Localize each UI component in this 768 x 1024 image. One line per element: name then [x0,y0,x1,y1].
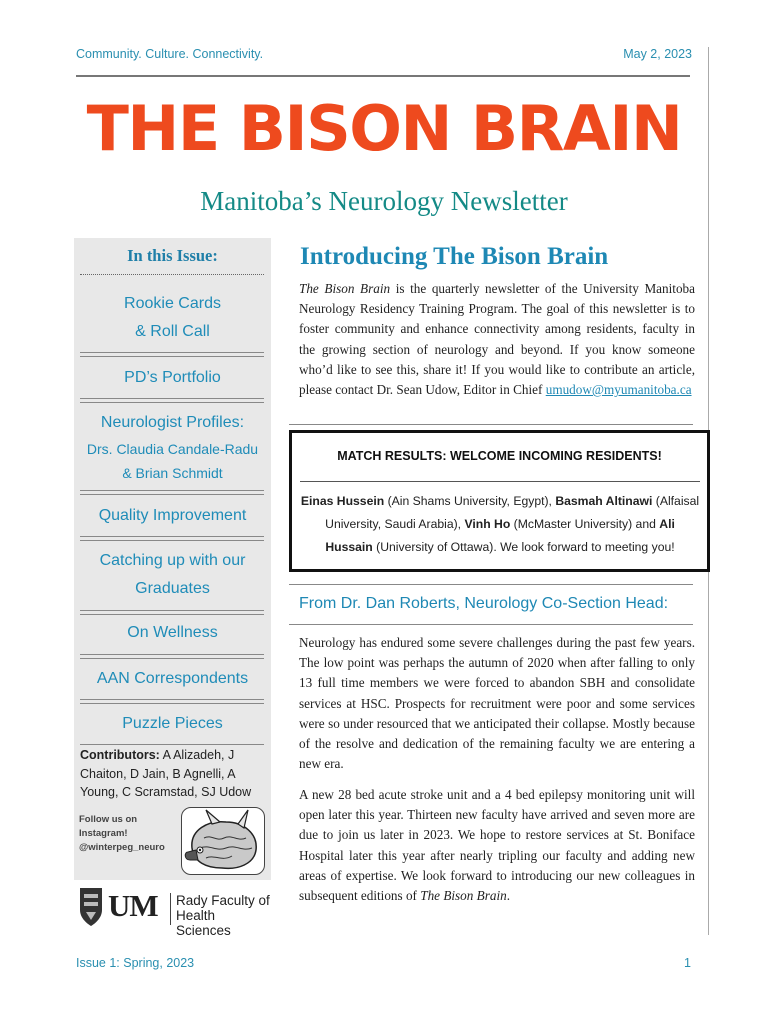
sidebar-divider [80,699,264,704]
toc-item-quality-improvement[interactable]: Quality Improvement [98,507,247,524]
section-divider [289,624,693,625]
tagline: Community. Culture. Connectivity. [76,47,264,61]
toc-item-aan-correspondents[interactable]: AAN Correspondents [96,670,249,687]
section-divider [289,424,693,425]
toc-item-catching-up[interactable]: Catching up with our Graduates [99,552,246,597]
match-divider [300,481,700,482]
instagram-callout: Follow us on Instagram! @winterpeg_neuro [79,813,181,855]
contributors: Contributors: A Alizadeh, J Chaiton, D Jain, B Agnelli, A Young, C Scramstad, SJ Udow [80,748,252,799]
faculty-name: Rady Faculty of Health Sciences [176,893,270,938]
toc-item-pds-portfolio[interactable]: PD’s Portfolio [124,369,221,386]
sidebar-divider [80,352,264,357]
um-crest-icon [76,886,106,928]
top-divider [76,75,690,77]
masthead-title: THE BISON BRAIN [86,92,682,165]
toc-item-neurologist-profiles[interactable]: Neurologist Profiles: Drs. Claudia Candale-Radu & Brian Schmidt [86,414,259,481]
logo-separator [170,893,171,925]
co-section-head-paragraph-2: A new 28 bed acute stroke unit and a 4 bed epilepsy monitoring unit will open later this year. Thirteen new faculty have arrived and seven more are due to join us later in 2023. We hope to restore services at St. Boniface Hospital later this year after nearly tripling our faculty and adding new areas of expertise. We look forward to introducing our new colleagues in subsequent editions of The Bison Brain. [299,787,695,904]
masthead-subtitle: Manitoba’s Neurology Newsletter [200,186,568,216]
editor-email-link[interactable]: umudow@myumanitoba.ca [545,382,692,398]
top-bar [76,47,692,65]
intro-paragraph: The Bison Brain is the quarterly newsletter of the University Manitoba Neurology Residency Training Program. The goal of this newsletter is to foster community and enhance connectivity among residents, faculty in the growing section of neurology and beyond. If you know someone who’d like to see this, share it! If you would like to contribute an article, please contact Dr. Sean Udow, Editor in Chief umudow@myumanitoba.ca [299,281,696,398]
sidebar-heading: In this Issue: [127,246,218,265]
issue-date: May 2, 2023 [623,47,692,61]
um-logo-text: UM [108,888,158,923]
match-results-box [289,430,710,572]
sidebar-divider [80,490,264,495]
co-section-head-paragraph-1: Neurology has endured some severe challenges during the past few years. The low point was perhaps the autumn of 2020 when after falling to only 13 full time members we were forced to abandon SBH and consolidate services at HSC. Prospects for recruitment were poor and some services were so under resourced that we anticipated their collapse. Mostly because of the resolve and dedication of the remaining faculty we are entering a new era. [299,635,695,772]
footer-issue: Issue 1: Spring, 2023 [76,956,195,970]
university-logo [74,880,271,938]
section-divider [289,584,693,585]
bison-brain-mascot-icon [181,807,265,875]
page-number: 1 [684,956,691,970]
sidebar-divider [80,744,264,745]
toc-item-on-wellness[interactable]: On Wellness [127,624,218,641]
sidebar-dotted-divider [80,274,264,275]
sidebar-divider [80,398,264,403]
match-results-heading: MATCH RESULTS: WELCOME INCOMING RESIDENTS! [337,449,662,463]
sidebar-divider [80,536,264,541]
sidebar-divider [80,610,264,615]
instagram-handle[interactable]: @winterpeg_neuro [79,842,165,853]
match-results-text: Einas Hussein (Ain Shams University, Egypt), Basmah Altinawi (Alfaisal University, Saudi Arabia), Vinh Ho (McMaster University) and Ali Hussain (University of Ottawa). We look forward to meeting you! [300,494,700,554]
toc-item-rookie-cards[interactable]: Rookie Cards & Roll Call [124,295,221,340]
co-section-head-heading: From Dr. Dan Roberts, Neurology Co-Section Head: [299,595,669,612]
sidebar-divider [80,654,264,659]
sidebar [74,238,271,938]
toc-item-puzzle-pieces[interactable]: Puzzle Pieces [122,715,223,732]
intro-heading: Introducing The Bison Brain [300,243,609,270]
